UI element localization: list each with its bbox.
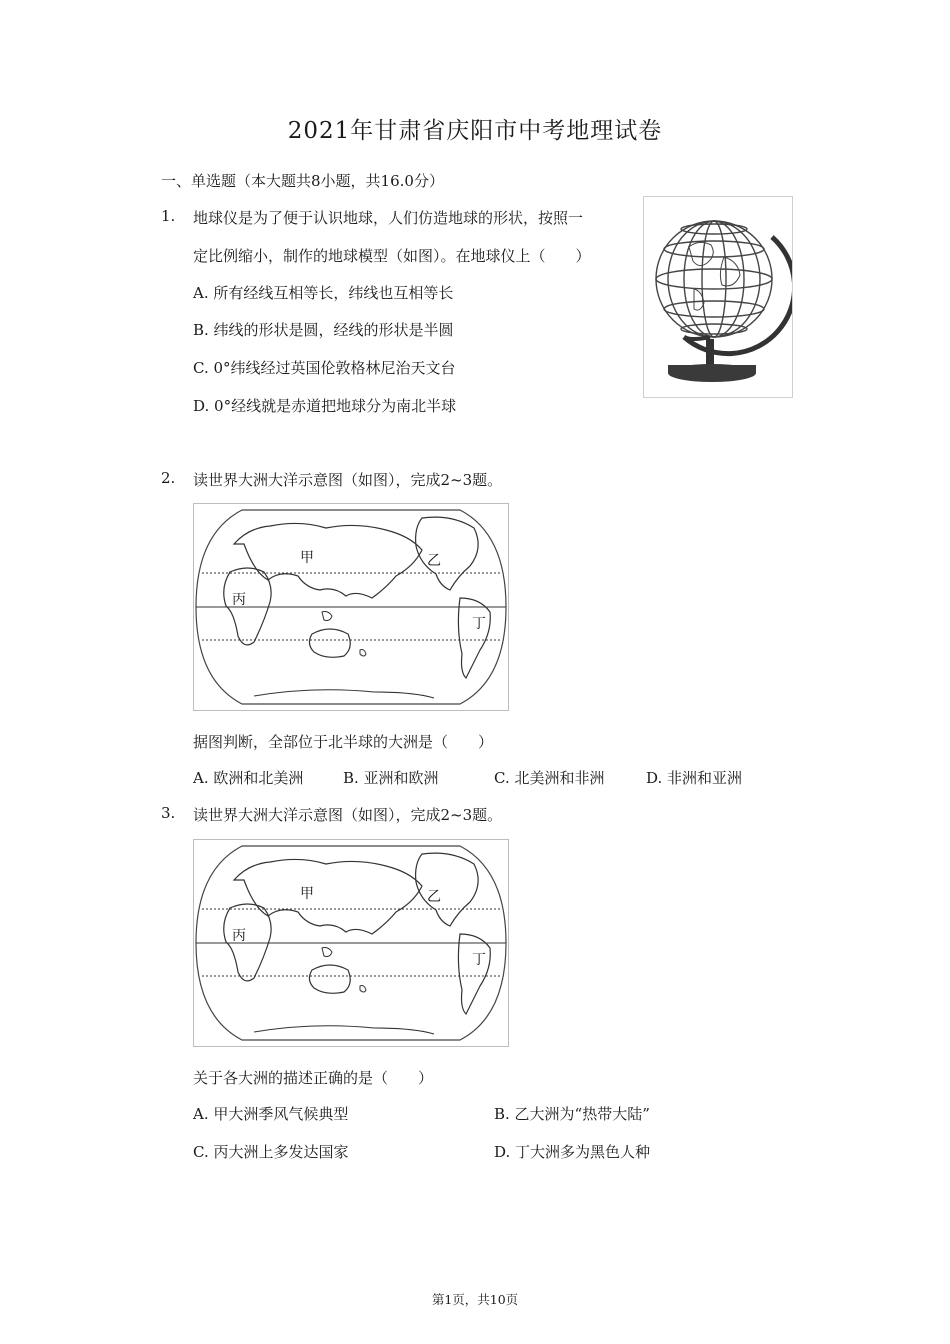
question-1-option-a: A. 所有经线互相等长，纬线也互相等长 — [193, 284, 454, 302]
question-1-option-c: C. 0°纬线经过英国伦敦格林尼治天文台 — [193, 359, 456, 377]
map-label-ding: 丁 — [472, 952, 486, 968]
section-heading: 一、单选题（本大题共8小题，共16.0分） — [161, 172, 444, 190]
question-2-option-b: B. 亚洲和欧洲 — [343, 769, 439, 787]
question-2-text: 据图判断，全部位于北半球的大洲是（ ） — [193, 733, 494, 751]
map-label-ding: 丁 — [472, 616, 486, 632]
map-label-yi: 乙 — [427, 553, 441, 569]
question-1-text-line1: 地球仪是为了便于认识地球，人们仿造地球的形状，按照一 — [193, 209, 584, 227]
map-label-jia: 甲 — [300, 886, 314, 902]
question-1-text-line2: 定比例缩小，制作的地球模型（如图）。在地球仪上（ ） — [193, 247, 591, 265]
question-3-option-d: D. 丁大洲多为黑色人种 — [494, 1143, 651, 1161]
question-3-intro: 读世界大洲大洋示意图（如图），完成2~3题。 — [193, 806, 503, 824]
map-label-bing: 丙 — [232, 592, 246, 608]
question-2-option-c: C. 北美洲和非洲 — [494, 769, 605, 787]
map-label-jia: 甲 — [300, 550, 314, 566]
question-1-option-d: D. 0°经线就是赤道把地球分为南北半球 — [193, 397, 457, 415]
globe-illustration — [643, 196, 793, 398]
world-map-q3 — [193, 839, 509, 1047]
map-label-bing: 丙 — [232, 928, 246, 944]
question-1-option-b: B. 纬线的形状是圆，经线的形状是半圆 — [193, 321, 454, 339]
question-3-option-a: A. 甲大洲季风气候典型 — [193, 1105, 349, 1123]
question-1-number: 1. — [161, 207, 176, 225]
question-2-option-d: D. 非洲和亚洲 — [646, 769, 743, 787]
world-map-q2 — [193, 503, 509, 711]
question-3-option-c: C. 丙大洲上多发达国家 — [193, 1143, 349, 1161]
question-3-text: 关于各大洲的描述正确的是（ ） — [193, 1069, 434, 1087]
page-footer: 第1页，共10页 — [431, 1292, 519, 1307]
question-2-option-a: A. 欧洲和北美洲 — [193, 769, 304, 787]
question-3-number: 3. — [161, 804, 176, 822]
question-3-option-b: B. 乙大洲为“热带大陆” — [494, 1105, 650, 1123]
page-title: 2021年甘肃省庆阳市中考地理试卷 — [287, 118, 663, 144]
question-2-number: 2. — [161, 469, 176, 487]
question-2-intro: 读世界大洲大洋示意图（如图），完成2~3题。 — [193, 471, 503, 489]
map-label-yi: 乙 — [427, 889, 441, 905]
